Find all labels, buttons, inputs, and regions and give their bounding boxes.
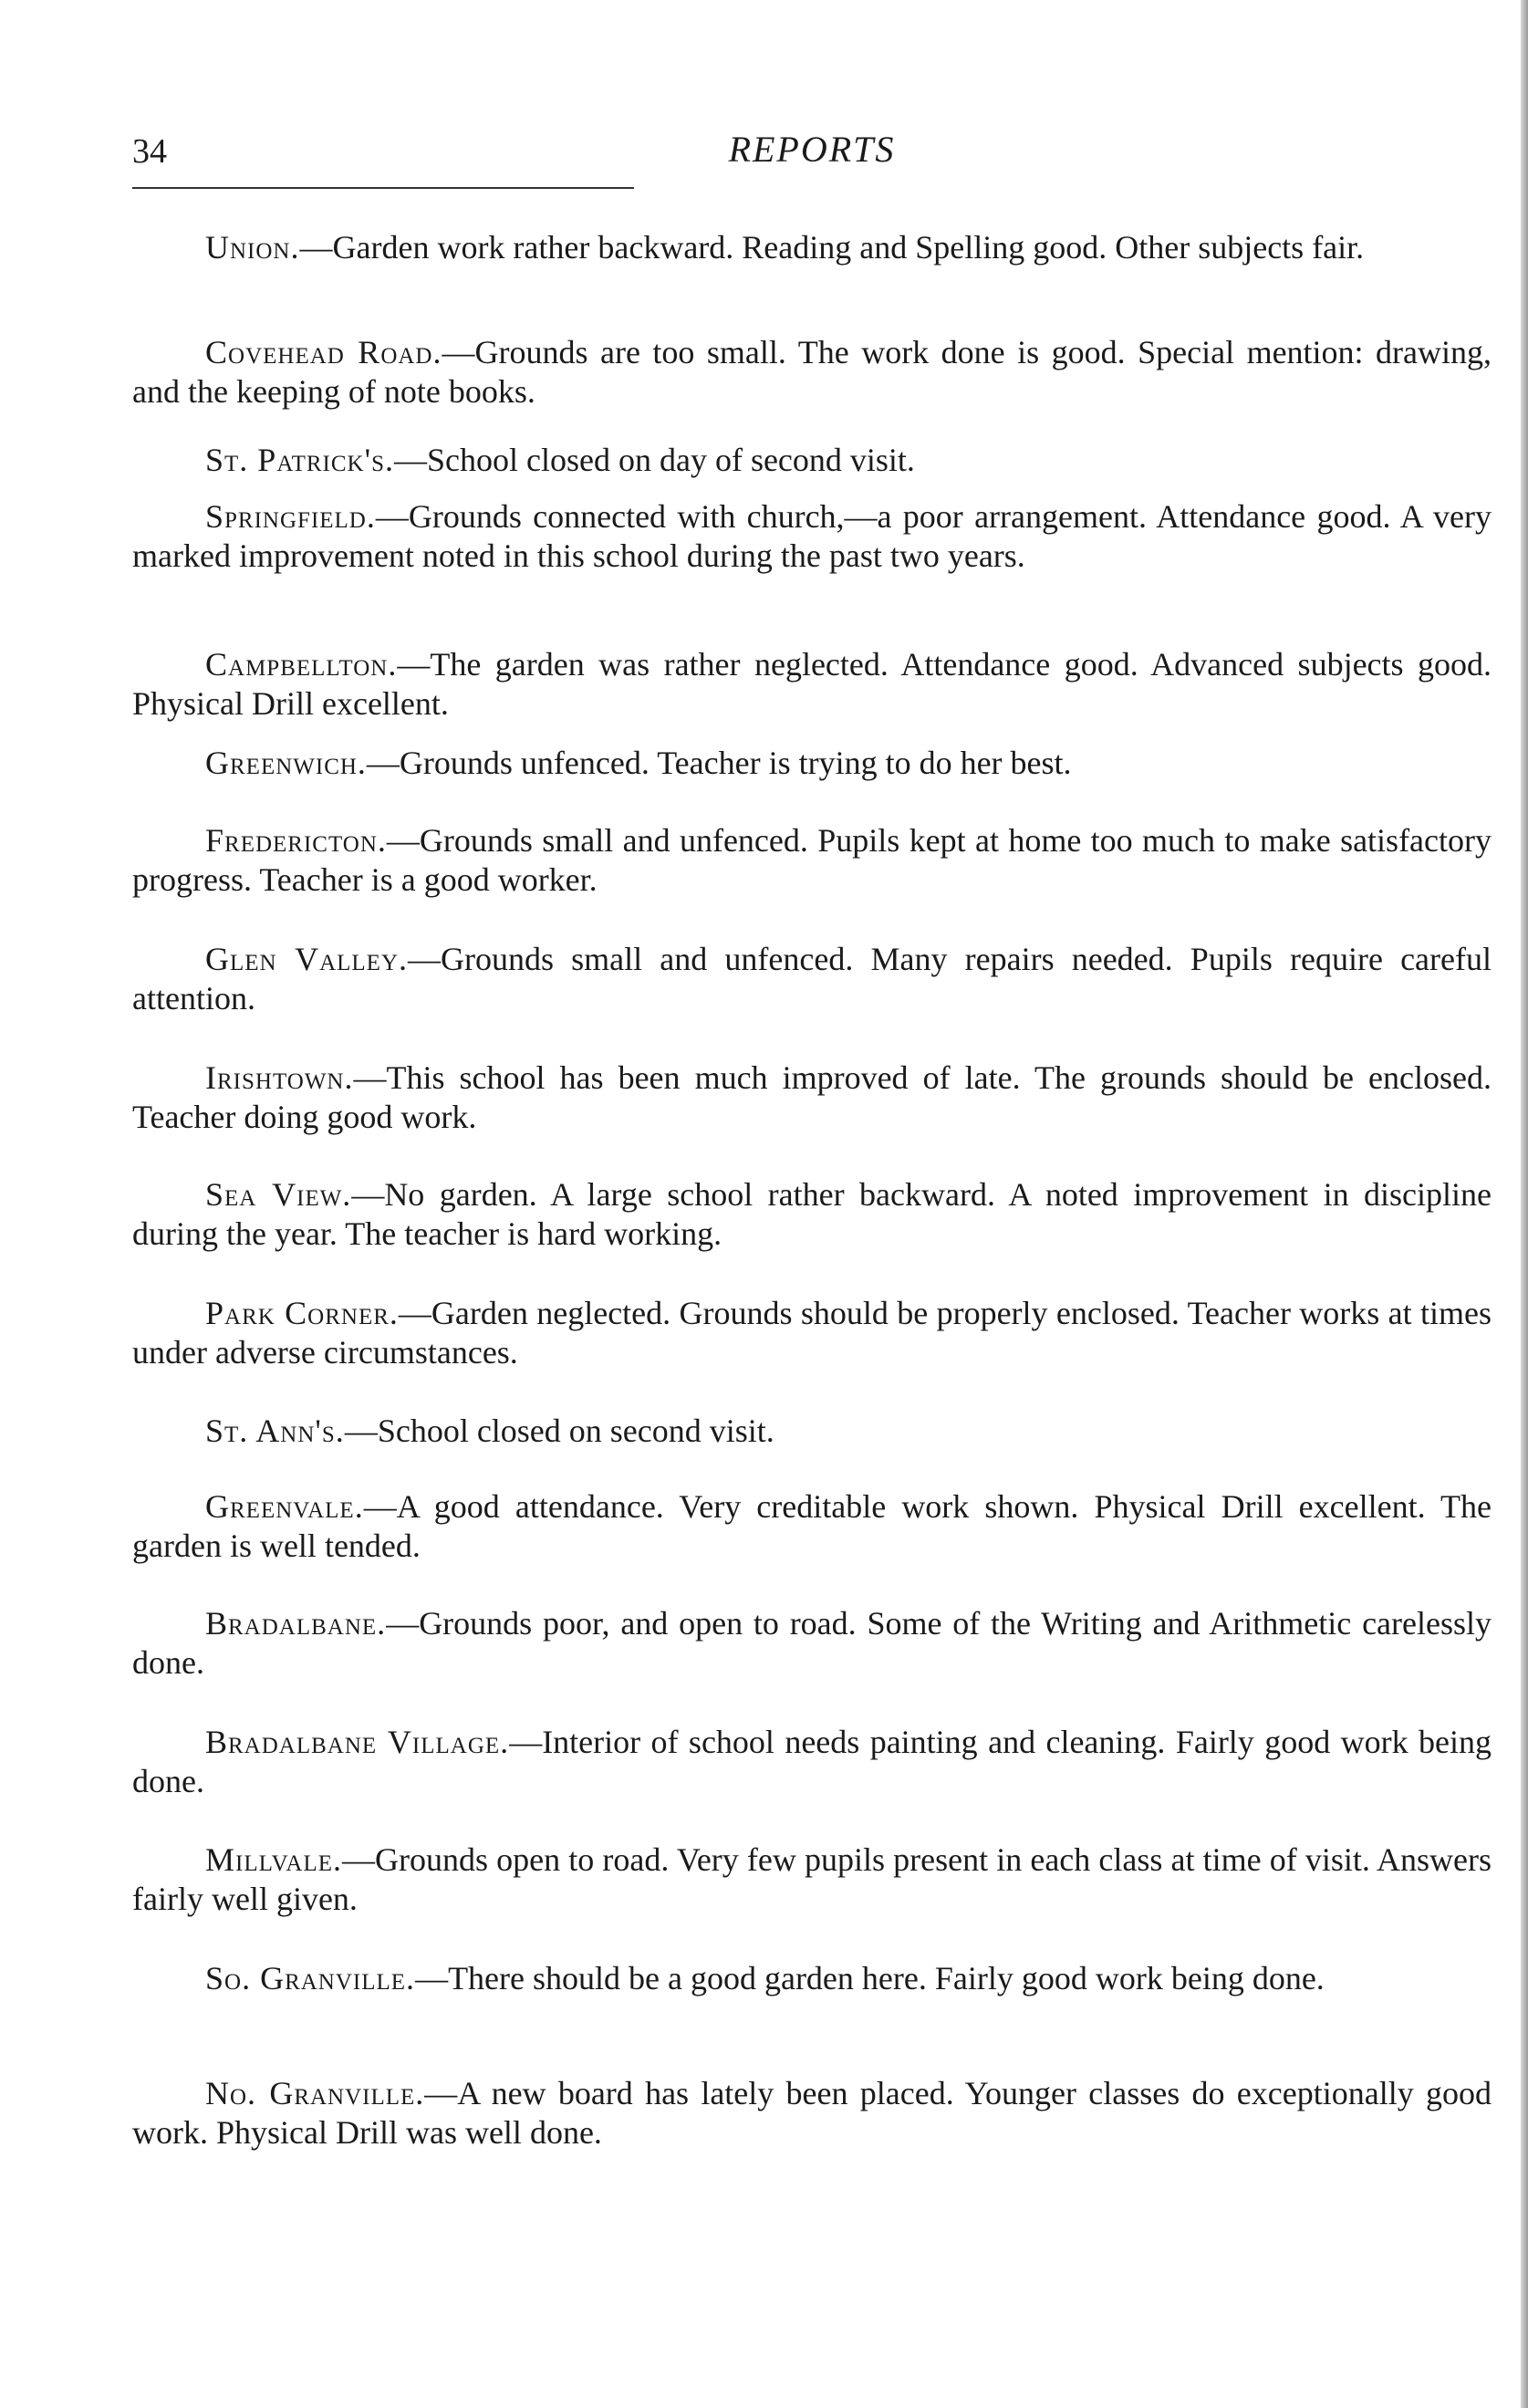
report-entry-park-corner bbox=[132, 1294, 1492, 1372]
report-entry-st-patricks bbox=[132, 441, 1492, 480]
report-entry-bradalbane-village bbox=[132, 1723, 1492, 1801]
report-entry-springfield bbox=[132, 497, 1492, 576]
report-entry-sea-view bbox=[132, 1175, 1492, 1254]
report-entry-no-granville bbox=[132, 2074, 1492, 2153]
report-text: —This school has been much improved of late. The grounds should be enclosed. Teacher doing good work. bbox=[132, 1059, 1492, 1135]
page-header bbox=[132, 128, 1492, 192]
school-name: Covehead Road. bbox=[205, 334, 442, 370]
school-name: Greenwich. bbox=[205, 745, 367, 781]
school-name: So. Granville. bbox=[205, 1960, 416, 1996]
report-entry-union bbox=[132, 228, 1492, 267]
report-entry-so-granville bbox=[132, 1959, 1492, 1998]
school-name: Greenvale. bbox=[205, 1488, 364, 1525]
school-name: Bradalbane Village. bbox=[205, 1724, 510, 1760]
report-text: —The garden was rather neglected. Attendance good. Advanced subjects good. Physical Drill excellent. bbox=[132, 646, 1492, 722]
report-text: —School closed on second visit. bbox=[344, 1412, 774, 1449]
report-text: —Grounds connected with church,—a poor arrangement. Attendance good. A very marked improvement noted in this school during the past two years. bbox=[132, 498, 1492, 574]
report-entry-millvale bbox=[132, 1840, 1492, 1919]
report-text: —Grounds small and unfenced. Pupils kept at home too much to make satisfactory progress. Teacher is a good worker. bbox=[132, 822, 1492, 898]
report-entry-bradalbane bbox=[132, 1604, 1492, 1683]
school-name: St. Patrick's. bbox=[205, 442, 394, 478]
school-name: Millvale. bbox=[205, 1841, 343, 1878]
report-entry-glen-valley bbox=[132, 940, 1492, 1018]
school-name: Springfield. bbox=[205, 498, 376, 535]
report-text: —There should be a good garden here. Fairly good work being done. bbox=[415, 1960, 1325, 1996]
school-name: Glen Valley. bbox=[205, 941, 409, 977]
report-entry-covehead-road bbox=[132, 333, 1492, 412]
report-entry-greenwich bbox=[132, 744, 1492, 783]
report-text: —Grounds open to road. Very few pupils present in each class at time of visit. Answers fairly well given. bbox=[132, 1841, 1492, 1917]
page-number: 34 bbox=[132, 132, 167, 171]
report-text: —School closed on day of second visit. bbox=[394, 442, 915, 478]
report-entry-campbellton bbox=[132, 645, 1492, 724]
school-name: No. Granville. bbox=[205, 2075, 425, 2111]
school-name: Park Corner. bbox=[205, 1295, 399, 1331]
report-text: —No garden. A large school rather backward. A noted improvement in discipline during the year. The teacher is hard working. bbox=[132, 1176, 1492, 1252]
report-entry-greenvale bbox=[132, 1487, 1492, 1566]
report-text: —Grounds small and unfenced. Many repairs needed. Pupils require careful attention. bbox=[132, 941, 1492, 1016]
school-name: St. Ann's. bbox=[205, 1412, 345, 1449]
school-name: Campbellton. bbox=[205, 646, 398, 683]
report-entry-irishtown bbox=[132, 1058, 1492, 1137]
running-title: REPORTS bbox=[728, 129, 896, 170]
report-text: —Grounds unfenced. Teacher is trying to do her best. bbox=[366, 745, 1072, 781]
report-text: —Garden neglected. Grounds should be properly enclosed. Teacher works at times under adverse circumstances. bbox=[132, 1295, 1492, 1371]
header-rule bbox=[132, 187, 634, 189]
report-entry-fredericton bbox=[132, 821, 1492, 900]
report-text: —A new board has lately been placed. Younger classes do exceptionally good work. Physical Drill was well done. bbox=[132, 2075, 1492, 2151]
report-text: —Garden work rather backward. Reading and Spelling good. Other subjects fair. bbox=[299, 229, 1365, 266]
report-text: —Grounds are too small. The work done is good. Special mention: drawing, and the keeping of note books. bbox=[132, 334, 1492, 410]
report-entry-st-anns bbox=[132, 1412, 1492, 1451]
scan-edge bbox=[1521, 0, 1528, 2408]
school-name: Bradalbane. bbox=[205, 1605, 387, 1642]
report-text: —Grounds poor, and open to road. Some of the Writing and Arithmetic carelessly done. bbox=[132, 1605, 1492, 1681]
school-name: Irishtown. bbox=[205, 1059, 354, 1096]
school-name: Fredericton. bbox=[205, 822, 387, 859]
report-text: —Interior of school needs painting and cleaning. Fairly good work being done. bbox=[132, 1724, 1492, 1799]
school-name: Sea View. bbox=[205, 1176, 352, 1213]
report-text: —A good attendance. Very creditable work shown. Physical Drill excellent. The garden is well tended. bbox=[132, 1488, 1492, 1564]
school-name: Union. bbox=[205, 229, 300, 266]
